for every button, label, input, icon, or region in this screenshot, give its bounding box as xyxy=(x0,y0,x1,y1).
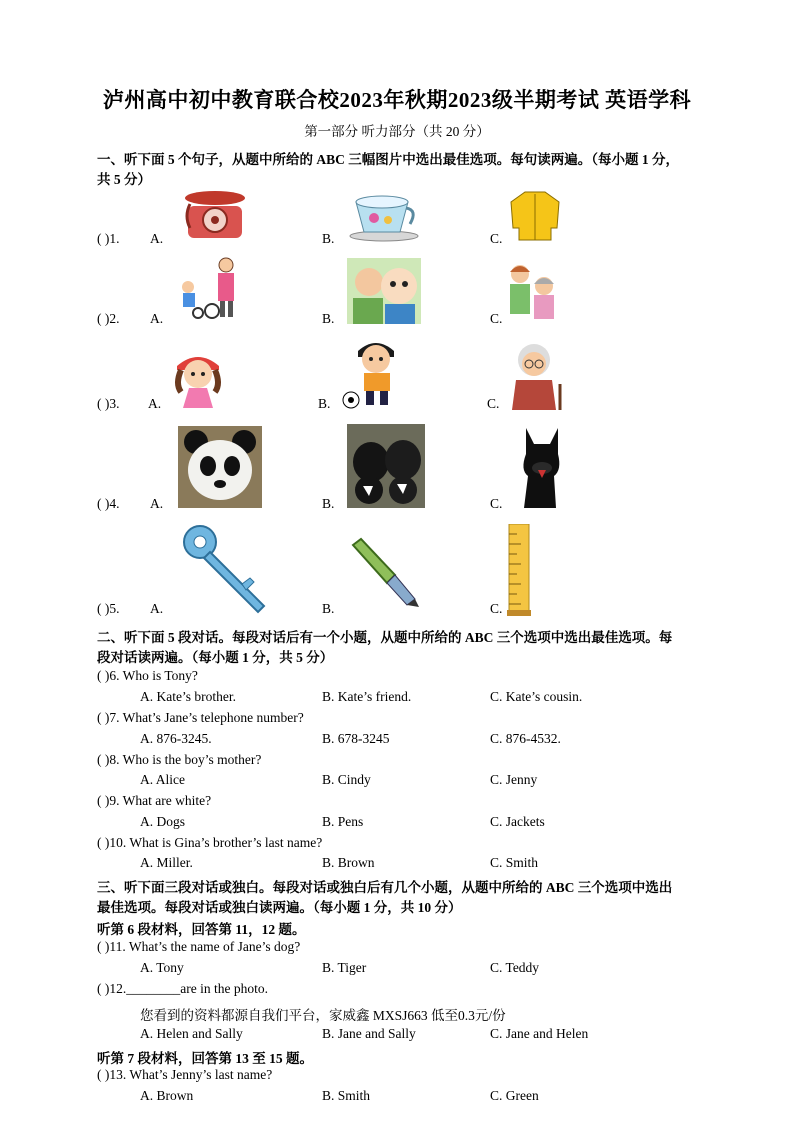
section1-heading: 一、听下面 5 个句子，从题中所给的 ABC 三幅图片中选出最佳选项。每句读两遍。（每小题 1 分， xyxy=(97,152,680,167)
option-c: C. Kate’s cousin. xyxy=(490,689,583,704)
page-title: 泸州高中初中教育联合校2023年秋期2023级半期考试 英语学科 xyxy=(102,88,692,112)
grandmother-icon xyxy=(502,340,568,410)
option-b: B. Jane and Sally xyxy=(322,1026,416,1041)
option-a-label: A. xyxy=(148,396,162,411)
section2-heading-cont: 段对话读两遍。（每小题 1 分，共 5 分） xyxy=(97,650,334,665)
question-3-number: ( )3. xyxy=(97,396,120,411)
question-12: ( )12.________are in the photo. xyxy=(97,981,268,996)
material-6-heading: 听第 6 段材料，回答第 11，12 题。 xyxy=(97,922,306,937)
option-c: C. Teddy xyxy=(490,960,540,975)
option-b-label: B. xyxy=(322,496,335,511)
option-a-label: A. xyxy=(150,231,164,246)
option-b-label: B. xyxy=(322,601,335,616)
option-c: C. Green xyxy=(490,1088,539,1103)
panda-icon xyxy=(178,426,262,508)
option-b: B. Tiger xyxy=(322,960,367,975)
option-c: C. Jenny xyxy=(490,772,538,787)
option-b: B. Pens xyxy=(322,814,364,829)
option-a: A. Helen and Sally xyxy=(140,1026,243,1041)
page-subtitle: 第一部分 听力部分（共 20 分） xyxy=(304,124,490,139)
option-a-label: A. xyxy=(150,311,164,326)
puppies-icon xyxy=(347,424,425,508)
key-icon xyxy=(180,524,268,614)
option-c: C. Smith xyxy=(490,855,539,870)
boy-football-icon xyxy=(340,337,412,409)
option-a: A. 876-3245. xyxy=(140,731,212,746)
question-8: ( )8. Who is the boy’s mother? xyxy=(97,752,262,767)
ruler-icon xyxy=(507,524,531,616)
question-7: ( )7. What’s Jane’s telephone number? xyxy=(97,710,304,725)
option-b: B. Kate’s friend. xyxy=(322,689,412,704)
question-9: ( )9. What are white? xyxy=(97,793,212,808)
section2-heading: 二、听下面 5 段对话。每段对话后有一个小题，从题中所给的 ABC 三个选项中选出最佳选项。每 xyxy=(97,630,673,645)
mother-child-bike-icon xyxy=(178,255,240,321)
option-c-label: C. xyxy=(490,496,503,511)
question-4-number: ( )4. xyxy=(97,496,120,511)
option-b: B. Smith xyxy=(322,1088,371,1103)
material-7-heading: 听第 7 段材料，回答第 13 至 15 题。 xyxy=(97,1051,313,1066)
option-c-label: C. xyxy=(490,231,503,246)
option-b: B. 678-3245 xyxy=(322,731,390,746)
question-1-number: ( )1. xyxy=(97,231,120,246)
question-10: ( )10. What is Gina’s brother’s last name? xyxy=(97,835,323,850)
option-a-label: A. xyxy=(150,496,164,511)
question-5-number: ( )5. xyxy=(97,601,120,616)
question-6: ( )6. Who is Tony? xyxy=(97,668,198,683)
telephone-icon xyxy=(180,186,250,242)
question-2-number: ( )2. xyxy=(97,311,120,326)
jacket-icon xyxy=(507,188,563,242)
girl-icon xyxy=(167,348,229,408)
teacup-icon xyxy=(348,192,420,242)
option-b-label: B. xyxy=(322,231,335,246)
section1-heading-cont: 共 5 分） xyxy=(97,172,151,187)
option-b-label: B. xyxy=(318,396,331,411)
section3-heading-cont: 最佳选项。每段对话或独白读两遍。（每小题 1 分，共 10 分） xyxy=(97,900,462,915)
option-c: C. Jackets xyxy=(490,814,545,829)
option-c-label: C. xyxy=(487,396,500,411)
father-son-icon xyxy=(347,258,421,324)
pen-icon xyxy=(349,537,421,609)
black-dog-icon xyxy=(512,424,572,510)
grandmother-girl-icon xyxy=(504,262,560,322)
option-b: B. Cindy xyxy=(322,772,371,787)
option-a: A. Dogs xyxy=(140,814,186,829)
question-11: ( )11. What’s the name of Jane’s dog? xyxy=(97,939,301,954)
option-c: C. Jane and Helen xyxy=(490,1026,589,1041)
section3-heading: 三、听下面三段对话或独白。每段对话或独白后有几个小题，从题中所给的 ABC 三个选项中选出 xyxy=(97,880,673,895)
option-a-label: A. xyxy=(150,601,164,616)
question-13: ( )13. What’s Jenny’s last name? xyxy=(97,1067,273,1082)
option-c-label: C. xyxy=(490,601,503,616)
watermark-text: 您看到的资料都源自我们平台，家威鑫 MXSJ663 低至0.3元/份 xyxy=(140,1008,506,1023)
option-a: A. Tony xyxy=(140,960,184,975)
option-a: A. Alice xyxy=(140,772,185,787)
option-c-label: C. xyxy=(490,311,503,326)
option-a: A. Kate’s brother. xyxy=(140,689,236,704)
option-a: A. Miller. xyxy=(140,855,193,870)
option-c: C. 876-4532. xyxy=(490,731,561,746)
option-b: B. Brown xyxy=(322,855,375,870)
option-a: A. Brown xyxy=(140,1088,194,1103)
option-b-label: B. xyxy=(322,311,335,326)
